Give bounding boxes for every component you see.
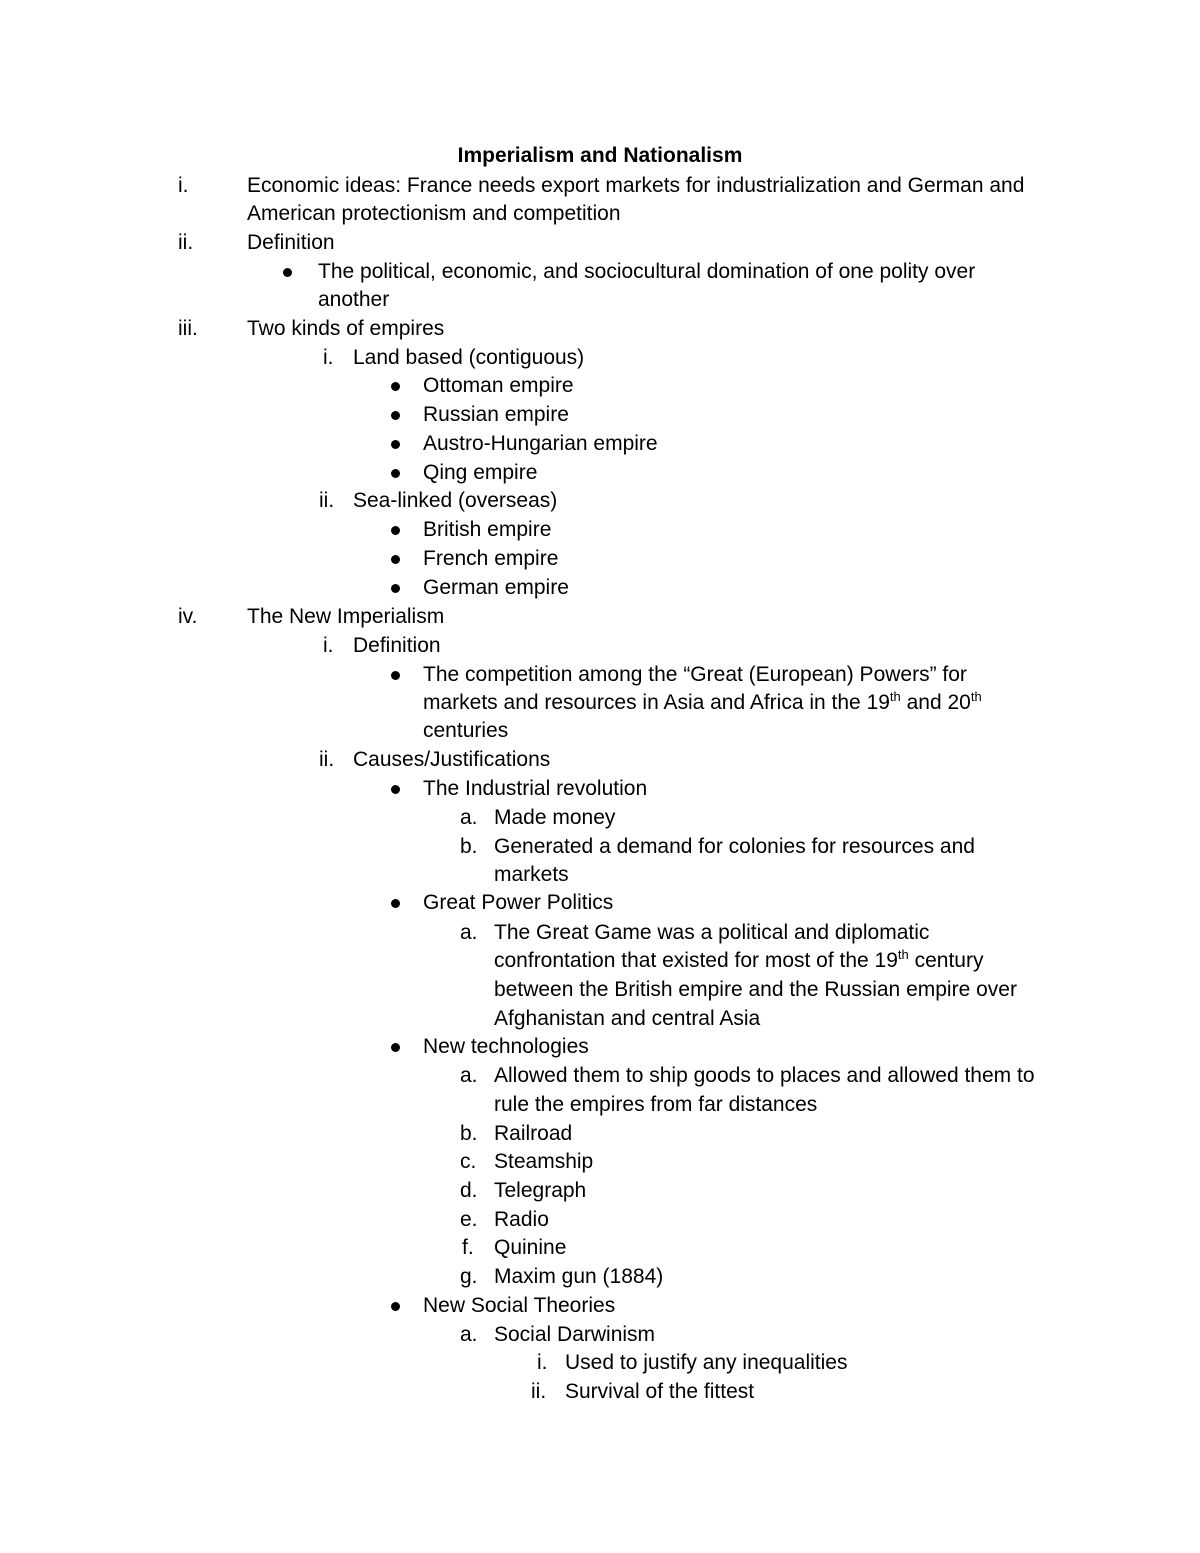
- outline-text: Generated a demand for colonies for resources and: [494, 835, 975, 858]
- outline-marker: ii.: [319, 489, 335, 512]
- outline-text: Ottoman empire: [423, 374, 574, 397]
- bullet-icon: [391, 440, 400, 449]
- outline-text: Sea-linked (overseas): [353, 489, 558, 512]
- outline-marker: i.: [323, 634, 334, 657]
- outline-text: German empire: [423, 576, 569, 599]
- outline-marker: ii.: [319, 748, 335, 771]
- outline-text: Allowed them to ship goods to places and allowed them to: [494, 1064, 1035, 1087]
- bullet-icon: [391, 411, 400, 420]
- outline-marker: a.: [460, 806, 478, 829]
- outline-text: New technologies: [423, 1035, 589, 1058]
- bullet-icon: [391, 1043, 400, 1052]
- outline-text: The New Imperialism: [247, 605, 445, 628]
- outline-text: Economic ideas: France needs export markets for industrialization and German and: [247, 174, 1025, 197]
- outline-text: Telegraph: [494, 1179, 587, 1202]
- bullet-icon: [283, 268, 292, 277]
- outline-text: Steamship: [494, 1150, 594, 1173]
- bullet-icon: [391, 382, 400, 391]
- outline-marker: iii.: [178, 317, 198, 340]
- outline-text: American protectionism and competition: [247, 202, 621, 225]
- outline-text: another: [318, 288, 390, 311]
- outline-marker: b.: [460, 835, 478, 858]
- outline-text: Causes/Justifications: [353, 748, 551, 771]
- outline-text: Railroad: [494, 1122, 573, 1145]
- outline-text: The political, economic, and sociocultural domination of one polity over: [318, 260, 976, 283]
- outline-marker: ii.: [531, 1380, 547, 1403]
- bullet-icon: [391, 555, 400, 564]
- outline-text: The Great Game was a political and diplomatic: [494, 921, 930, 944]
- outline-text: Maxim gun (1884): [494, 1265, 664, 1288]
- outline-text: Austro-Hungarian empire: [423, 432, 658, 455]
- outline-text: Two kinds of empires: [247, 317, 445, 340]
- outline-marker: i.: [178, 174, 189, 197]
- outline-text-superscript: confrontation that existed for most of the 19th century: [494, 947, 984, 972]
- outline-text: Great Power Politics: [423, 891, 614, 914]
- bullet-icon: [391, 526, 400, 535]
- outline-text: Russian empire: [423, 403, 569, 426]
- outline-marker: e.: [460, 1208, 478, 1231]
- outline-text: British empire: [423, 518, 552, 541]
- outline-marker: ii.: [178, 231, 194, 254]
- outline-text: Qing empire: [423, 461, 538, 484]
- outline-marker: i.: [537, 1351, 548, 1374]
- outline-marker: c.: [460, 1150, 477, 1173]
- outline-text: rule the empires from far distances: [494, 1093, 818, 1116]
- outline-text: Radio: [494, 1208, 549, 1231]
- page-title: Imperialism and Nationalism: [457, 144, 743, 167]
- outline-text: New Social Theories: [423, 1294, 616, 1317]
- outline-marker: f.: [462, 1236, 474, 1259]
- outline-marker: d.: [460, 1179, 478, 1202]
- outline-text: Made money: [494, 806, 616, 829]
- outline-text-superscript: markets and resources in Asia and Africa in the 19th and 20th: [423, 689, 982, 714]
- outline-text: Definition: [353, 634, 441, 657]
- outline-text: French empire: [423, 547, 559, 570]
- outline-text: Social Darwinism: [494, 1323, 656, 1346]
- outline-marker: g.: [460, 1265, 478, 1288]
- outline-text: markets: [494, 863, 569, 886]
- bullet-icon: [391, 469, 400, 478]
- outline-marker: a.: [460, 1064, 478, 1087]
- outline-marker: a.: [460, 1323, 478, 1346]
- outline-text: Land based (contiguous): [353, 346, 585, 369]
- outline-text: Quinine: [494, 1236, 567, 1259]
- bullet-icon: [391, 671, 400, 680]
- outline-text: Definition: [247, 231, 335, 254]
- bullet-icon: [391, 899, 400, 908]
- bullet-icon: [391, 584, 400, 593]
- bullet-icon: [391, 1302, 400, 1311]
- outline-marker: b.: [460, 1122, 478, 1145]
- outline-text: Used to justify any inequalities: [565, 1351, 848, 1374]
- bullet-icon: [391, 785, 400, 794]
- outline-marker: a.: [460, 921, 478, 944]
- outline-text: The Industrial revolution: [423, 777, 648, 800]
- outline-text: Afghanistan and central Asia: [494, 1007, 761, 1030]
- outline-marker: iv.: [178, 605, 198, 628]
- outline-text: centuries: [423, 719, 509, 742]
- outline-text: The competition among the “Great (European) Powers” for: [423, 663, 967, 686]
- outline-marker: i.: [323, 346, 334, 369]
- outline-text: between the British empire and the Russian empire over: [494, 978, 1017, 1001]
- outline-text: Survival of the fittest: [565, 1380, 755, 1403]
